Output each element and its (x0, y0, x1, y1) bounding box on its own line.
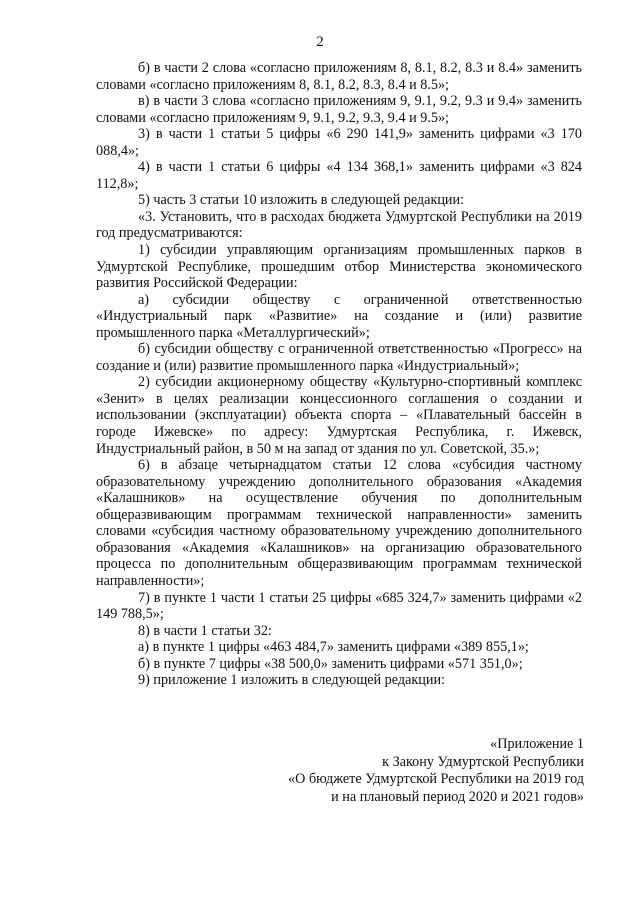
paragraph-v-part3: в) в части 3 слова «согласно приложениям 9, 9.1, 9.2, 9.3 и 9.4» заменить словами «согласно приложениям 9, 9.1, 9.2, 9.3, 9.4 и 9.5»; (96, 93, 582, 126)
paragraph-8-article32: 8) в части 1 статьи 32: (138, 622, 272, 639)
paragraph-b-part2: б) в части 2 слова «согласно приложениям 8, 8.1, 8.2, 8.3 и 8.4» заменить словами «согласно приложениям 8, 8.1, 8.2, 8.3, 8.4 и 8.5»; (96, 60, 582, 93)
paragraph-subsidy-zenit: 2) субсидии акционерному обществу «Культурно-спортивный комплекс «Зенит» в целях реализации концессионного соглашения о создании и использовании (эксплуатации) объекта спорта – «Плавательный бассейн в городе Ижевске» по адресу: Удмуртская Республика, г. Ижевск, Индустриальный район, в 50 м на запад от здания по ул. Советской, 35.»; (96, 374, 582, 457)
paragraph-subsidies-parks: 1) субсидии управляющим организациям промышленных парков в Удмуртской Республике, прошедшим отбор Министерства экономического развития Российской Федерации: (96, 242, 582, 292)
document-body (96, 60, 582, 689)
appendix-line-1: «Приложение 1 (490, 736, 584, 752)
paragraph-subsidy-b: б) субсидии обществу с ограниченной ответственностью «Прогресс» на создание и (или) развитие промышленного парка «Индустриальный»; (96, 341, 582, 374)
paragraph-3-article5: 3) в части 1 статьи 5 цифры «6 290 141,9» заменить цифрами «3 170 088,4»; (96, 126, 582, 159)
paragraph-establish: «3. Установить, что в расходах бюджета Удмуртской Республики на 2019 год предусматриваются: (96, 208, 582, 242)
paragraph-subsidy-a: а) субсидии обществу с ограниченной ответственностью «Индустриальный парк «Развитие» на создание и (или) развитие промышленного парка «Металлургический»; (96, 291, 582, 341)
paragraph-5-article10: 5) часть 3 статьи 10 изложить в следующей редакции: (138, 192, 465, 209)
page-number: 2 (316, 34, 324, 50)
paragraph-9-appendix1: 9) приложение 1 изложить в следующей редакции: (138, 672, 446, 689)
appendix-line-3: «О бюджете Удмуртской Республики на 2019 год (288, 771, 584, 787)
appendix-heading (250, 736, 584, 806)
paragraph-6-article12: 6) в абзаце четырнадцатом статьи 12 слова «субсидия частному образовательному учреждению дополнительного образования «Академия «Калашников» на осуществление обучения по дополнительным общеразвивающим программам технической направленности» заменить словами «субсидия частному образовательному учреждению дополнительного образования «Академия «Калашников» на организацию образовательного процесса по дополнительным общеразвивающим программам технической направленности»; (96, 457, 582, 589)
paragraph-4-article6: 4) в части 1 статьи 6 цифры «4 134 368,1» заменить цифрами «3 824 112,8»; (96, 159, 582, 192)
appendix-line-2: к Закону Удмуртской Республики (382, 753, 584, 770)
appendix-line-4: и на плановый период 2020 и 2021 годов» (331, 788, 584, 805)
paragraph-8b: б) в пункте 7 цифры «38 500,0» заменить цифрами «571 351,0»; (138, 655, 523, 672)
paragraph-7-article25: 7) в пункте 1 части 1 статьи 25 цифры «685 324,7» заменить цифрами «2 149 788,5»; (96, 589, 582, 623)
paragraph-8a: а) в пункте 1 цифры «463 484,7» заменить цифрами «389 855,1»; (138, 639, 529, 656)
